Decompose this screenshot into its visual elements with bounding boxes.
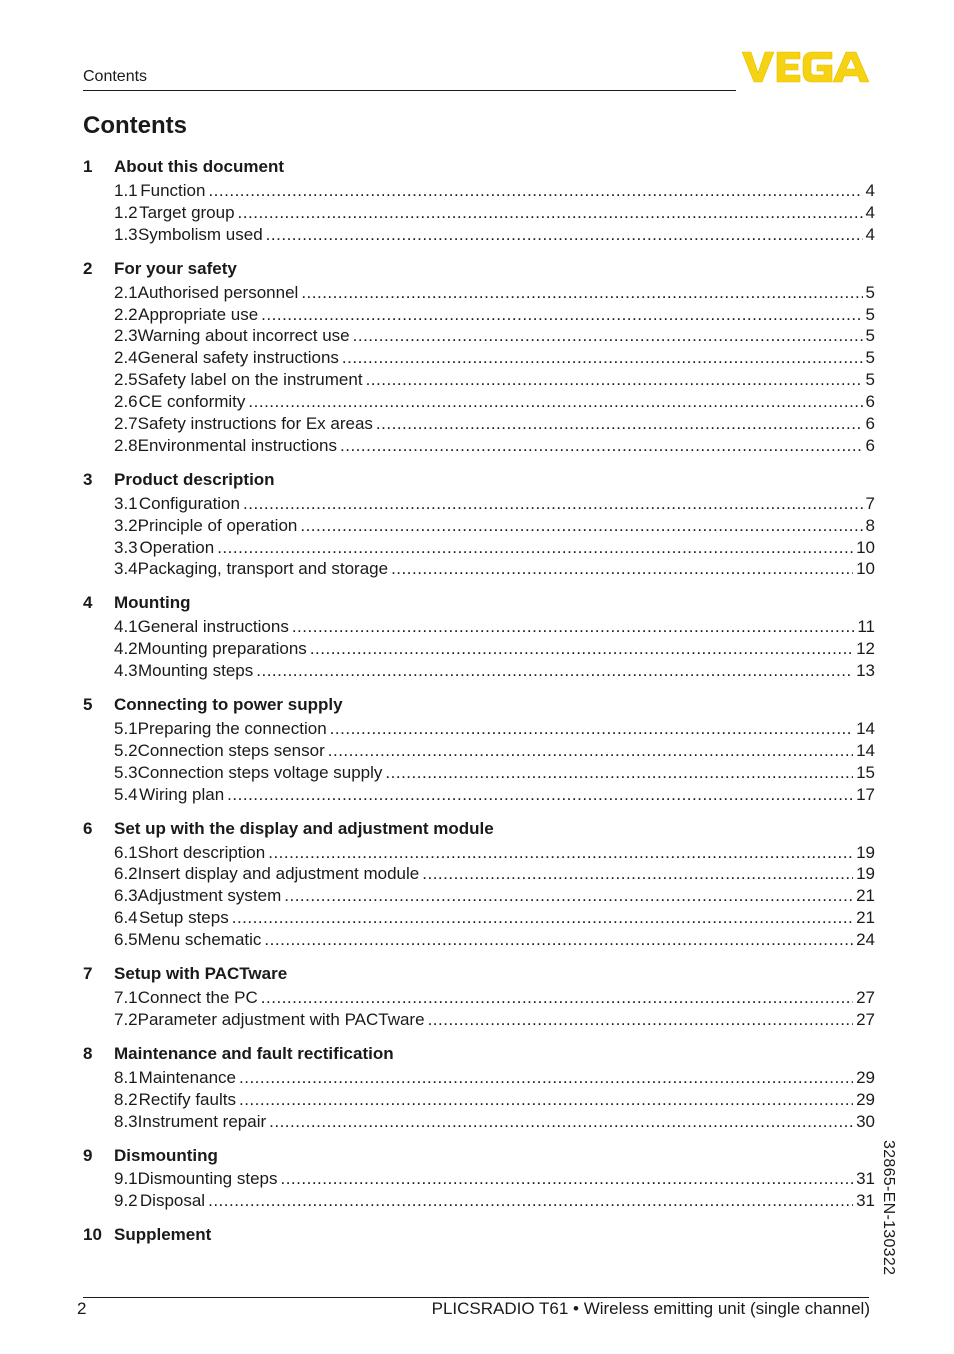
toc-section-heading[interactable] <box>83 256 875 282</box>
entry-page-number: 21 <box>856 886 875 906</box>
dot-leader <box>328 741 853 761</box>
entry-page-number: 10 <box>856 537 875 557</box>
entry-number: 3.2 <box>114 515 138 535</box>
toc-entry[interactable] <box>83 638 875 660</box>
toc-section <box>83 1222 875 1248</box>
section-title: Connecting to power supply <box>114 695 343 715</box>
entry-page-number: 4 <box>865 180 875 200</box>
dot-leader <box>284 886 853 906</box>
toc-entry[interactable] <box>83 391 875 413</box>
toc-entry[interactable] <box>83 515 875 537</box>
entry-title: Connect the PC <box>137 987 258 1007</box>
entry-page-number: 5 <box>865 326 875 346</box>
entry-title: Mounting preparations <box>137 639 307 659</box>
dot-leader <box>217 538 853 558</box>
table-of-contents <box>83 154 875 1258</box>
entry-number: 2.2 <box>114 304 138 324</box>
entry-title: Connection steps sensor <box>137 740 325 760</box>
toc-entry[interactable] <box>83 740 875 762</box>
dot-leader <box>391 559 853 579</box>
entry-number: 7.2 <box>114 1009 138 1029</box>
dot-leader <box>243 494 863 514</box>
entry-page-number: 19 <box>856 842 875 862</box>
vega-logo <box>742 50 872 84</box>
toc-section-heading[interactable] <box>83 816 875 842</box>
toc-section-heading[interactable] <box>83 154 875 180</box>
toc-entry[interactable] <box>83 1190 875 1212</box>
entry-number: 6.5 <box>114 930 138 950</box>
dot-leader <box>280 1169 853 1189</box>
dot-leader <box>292 617 855 637</box>
entry-page-number: 5 <box>865 370 875 390</box>
toc-section <box>83 590 875 682</box>
toc-section <box>83 467 875 581</box>
entry-number: 6.4 <box>114 908 138 928</box>
section-number: 1 <box>83 157 93 176</box>
entry-title: Appropriate use <box>138 304 259 324</box>
toc-entry[interactable] <box>83 493 875 515</box>
entry-title: Setup steps <box>138 908 229 928</box>
entry-page-number: 5 <box>865 348 875 368</box>
section-number: 4 <box>83 593 93 613</box>
toc-entry[interactable] <box>83 224 875 246</box>
entry-title: Dismounting steps <box>137 1169 278 1189</box>
entry-page-number: 14 <box>856 740 875 760</box>
header-rule <box>83 90 736 91</box>
dot-leader <box>300 516 862 536</box>
toc-entry[interactable] <box>83 347 875 369</box>
toc-entry[interactable] <box>83 929 875 951</box>
entry-title: Parameter adjustment with PACTware <box>137 1009 425 1029</box>
dot-leader <box>261 988 853 1008</box>
entry-number: 2.4 <box>114 348 138 368</box>
entry-number: 1.1 <box>114 180 138 200</box>
entry-number: 2.3 <box>114 326 138 346</box>
toc-section <box>83 1041 875 1133</box>
entry-title: Operation <box>139 537 215 557</box>
entry-title: Target group <box>139 202 235 222</box>
document-code: 32865-EN-130322 <box>880 1140 897 1276</box>
dot-leader <box>239 1090 853 1110</box>
dot-leader <box>353 326 863 346</box>
entry-number: 5.3 <box>114 762 138 782</box>
entry-title: Adjustment system <box>137 886 282 906</box>
dot-leader <box>261 305 862 325</box>
entry-page-number: 30 <box>856 1111 875 1131</box>
dot-leader <box>256 661 853 681</box>
entry-title: Menu schematic <box>137 930 262 950</box>
entry-title: Environmental instructions <box>137 435 338 455</box>
entry-title: Disposal <box>139 1191 206 1211</box>
entry-number: 6.3 <box>114 886 138 906</box>
toc-entry[interactable] <box>83 282 875 304</box>
entry-number: 8.1 <box>114 1067 138 1087</box>
entry-number: 8.2 <box>114 1089 138 1109</box>
dot-leader <box>238 203 863 223</box>
entry-page-number: 10 <box>856 559 875 579</box>
toc-entry[interactable] <box>83 435 875 457</box>
entry-title: Rectify faults <box>138 1089 236 1109</box>
entry-number: 2.8 <box>114 435 138 455</box>
entry-title: Warning about incorrect use <box>137 326 350 346</box>
entry-page-number: 15 <box>856 762 875 782</box>
entry-title: General instructions <box>137 617 289 637</box>
entry-page-number: 27 <box>856 1009 875 1029</box>
toc-entry[interactable] <box>83 885 875 907</box>
dot-leader <box>268 843 853 863</box>
dot-leader <box>366 370 863 390</box>
entry-page-number: 12 <box>856 639 875 659</box>
toc-entry[interactable] <box>83 762 875 784</box>
toc-entry[interactable] <box>83 202 875 224</box>
section-title: Maintenance and fault rectification <box>114 1043 394 1063</box>
entry-page-number: 4 <box>865 202 875 222</box>
dot-leader <box>428 1010 854 1030</box>
section-title: Mounting <box>114 593 191 613</box>
entry-number: 4.2 <box>114 639 138 659</box>
dot-leader <box>264 930 853 950</box>
entry-title: Packaging, transport and storage <box>137 559 389 579</box>
toc-section-heading[interactable] <box>83 692 875 718</box>
entry-number: 2.1 <box>114 282 138 302</box>
entry-number: 6.1 <box>114 842 138 862</box>
dot-leader <box>248 392 862 412</box>
footer-doc-title: PLICSRADIO T61 • Wireless emitting unit (single channel) <box>431 1299 870 1318</box>
entry-page-number: 7 <box>865 493 875 513</box>
dot-leader <box>227 785 853 805</box>
dot-leader <box>310 639 853 659</box>
entry-title: Authorised personnel <box>137 282 299 302</box>
toc-section-heading[interactable] <box>83 961 875 987</box>
entry-page-number: 29 <box>856 1089 875 1109</box>
entry-number: 1.2 <box>114 202 138 222</box>
entry-title: Connection steps voltage supply <box>137 762 383 782</box>
entry-page-number: 31 <box>856 1169 875 1189</box>
toc-entry[interactable] <box>83 1009 875 1031</box>
entry-number: 5.2 <box>114 740 138 760</box>
toc-section-heading[interactable] <box>83 1041 875 1067</box>
toc-entry[interactable] <box>83 369 875 391</box>
toc-section <box>83 256 875 457</box>
toc-section-heading[interactable] <box>83 1143 875 1169</box>
toc-entry[interactable] <box>83 616 875 638</box>
dot-leader <box>340 436 863 456</box>
section-title: Product description <box>114 469 275 489</box>
entry-number: 6.2 <box>114 864 138 884</box>
entry-page-number: 4 <box>865 224 875 244</box>
section-title: Set up with the display and adjustment module <box>114 818 494 838</box>
section-title: Setup with PACTware <box>114 964 288 984</box>
page-title: Contents <box>83 112 187 139</box>
entry-title: Short description <box>137 842 266 862</box>
entry-page-number: 6 <box>865 435 875 455</box>
toc-entry[interactable] <box>83 180 875 202</box>
dot-leader <box>239 1068 853 1088</box>
toc-section <box>83 154 875 246</box>
section-title: Dismounting <box>114 1145 218 1165</box>
dot-leader <box>232 908 853 928</box>
entry-title: Function <box>140 180 206 200</box>
toc-section <box>83 816 875 951</box>
section-number: 5 <box>83 695 93 715</box>
dot-leader <box>330 719 853 739</box>
entry-number: 5.4 <box>114 784 138 804</box>
footer-page-number: 2 <box>77 1299 87 1318</box>
entry-title: Wiring plan <box>139 784 225 804</box>
entry-number: 3.4 <box>114 559 138 579</box>
entry-number: 4.3 <box>114 661 138 681</box>
entry-number: 2.7 <box>114 413 138 433</box>
entry-number: 4.1 <box>114 617 138 637</box>
entry-page-number: 11 <box>857 617 875 637</box>
dot-leader <box>301 283 862 303</box>
toc-section-heading[interactable] <box>83 467 875 493</box>
toc-entry[interactable] <box>83 842 875 864</box>
dot-leader <box>376 414 863 434</box>
section-title: For your safety <box>114 258 237 278</box>
toc-entry[interactable] <box>83 1067 875 1089</box>
section-number: 2 <box>83 258 93 278</box>
toc-entry[interactable] <box>83 660 875 682</box>
dot-leader <box>269 1112 853 1132</box>
entry-title: Instrument repair <box>137 1111 267 1131</box>
toc-entry[interactable] <box>83 718 875 740</box>
entry-page-number: 5 <box>865 282 875 302</box>
dot-leader <box>266 225 863 245</box>
section-number: 8 <box>83 1043 93 1063</box>
entry-page-number: 24 <box>856 930 875 950</box>
entry-number: 3.3 <box>114 537 138 557</box>
dot-leader <box>208 1191 853 1211</box>
dot-leader <box>422 864 853 884</box>
entry-title: Configuration <box>138 493 240 513</box>
entry-page-number: 19 <box>856 864 875 884</box>
toc-section <box>83 961 875 1031</box>
entry-title: Principle of operation <box>137 515 298 535</box>
footer-rule <box>83 1297 869 1298</box>
toc-entry[interactable] <box>83 537 875 559</box>
entry-title: General safety instructions <box>137 348 339 368</box>
toc-section <box>83 692 875 806</box>
entry-page-number: 17 <box>856 784 875 804</box>
entry-page-number: 13 <box>856 661 875 681</box>
entry-number: 8.3 <box>114 1111 138 1131</box>
toc-entry[interactable] <box>83 1089 875 1111</box>
entry-page-number: 27 <box>856 987 875 1007</box>
entry-number: 5.1 <box>114 718 138 738</box>
entry-number: 7.1 <box>114 987 138 1007</box>
toc-entry[interactable] <box>83 304 875 326</box>
toc-section <box>83 1143 875 1213</box>
entry-page-number: 5 <box>865 304 875 324</box>
dot-leader <box>208 181 862 201</box>
dot-leader <box>342 348 863 368</box>
entry-title: CE conformity <box>138 392 246 412</box>
entry-title: Insert display and adjustment module <box>137 864 420 884</box>
entry-page-number: 29 <box>856 1067 875 1087</box>
entry-number: 3.1 <box>114 493 138 513</box>
toc-entry[interactable] <box>83 907 875 929</box>
section-title: Supplement <box>114 1225 212 1245</box>
entry-page-number: 21 <box>856 908 875 928</box>
toc-entry[interactable] <box>83 325 875 347</box>
toc-entry[interactable] <box>83 1111 875 1133</box>
entry-page-number: 8 <box>865 515 875 535</box>
entry-number: 9.1 <box>114 1169 138 1189</box>
dot-leader <box>385 763 853 783</box>
entry-page-number: 6 <box>865 413 875 433</box>
entry-number: 1.3 <box>114 224 138 244</box>
toc-entry[interactable] <box>83 1169 875 1191</box>
toc-entry[interactable] <box>83 987 875 1009</box>
entry-title: Mounting steps <box>137 661 254 681</box>
entry-title: Symbolism used <box>137 224 263 244</box>
toc-entry[interactable] <box>83 558 875 580</box>
entry-page-number: 31 <box>856 1191 875 1211</box>
section-number: 3 <box>83 469 93 489</box>
toc-section-heading[interactable] <box>83 590 875 616</box>
section-number: 7 <box>83 964 93 984</box>
toc-section-heading[interactable] <box>83 1222 875 1248</box>
header-label: Contents <box>83 68 148 85</box>
entry-title: Safety label on the instrument <box>137 370 363 390</box>
entry-page-number: 14 <box>856 718 875 738</box>
entry-title: Maintenance <box>138 1067 236 1087</box>
entry-page-number: 6 <box>865 392 875 412</box>
section-number: 6 <box>83 818 93 838</box>
entry-number: 9.2 <box>114 1191 138 1211</box>
toc-entry[interactable] <box>83 784 875 806</box>
toc-entry[interactable] <box>83 863 875 885</box>
entry-title: Safety instructions for Ex areas <box>137 413 373 433</box>
section-number: 10 <box>83 1225 102 1245</box>
entry-title: Preparing the connection <box>137 718 327 738</box>
toc-entry[interactable] <box>83 413 875 435</box>
entry-number: 2.6 <box>114 392 138 412</box>
entry-number: 2.5 <box>114 370 138 390</box>
section-title: About this document <box>114 157 284 176</box>
section-number: 9 <box>83 1145 93 1165</box>
